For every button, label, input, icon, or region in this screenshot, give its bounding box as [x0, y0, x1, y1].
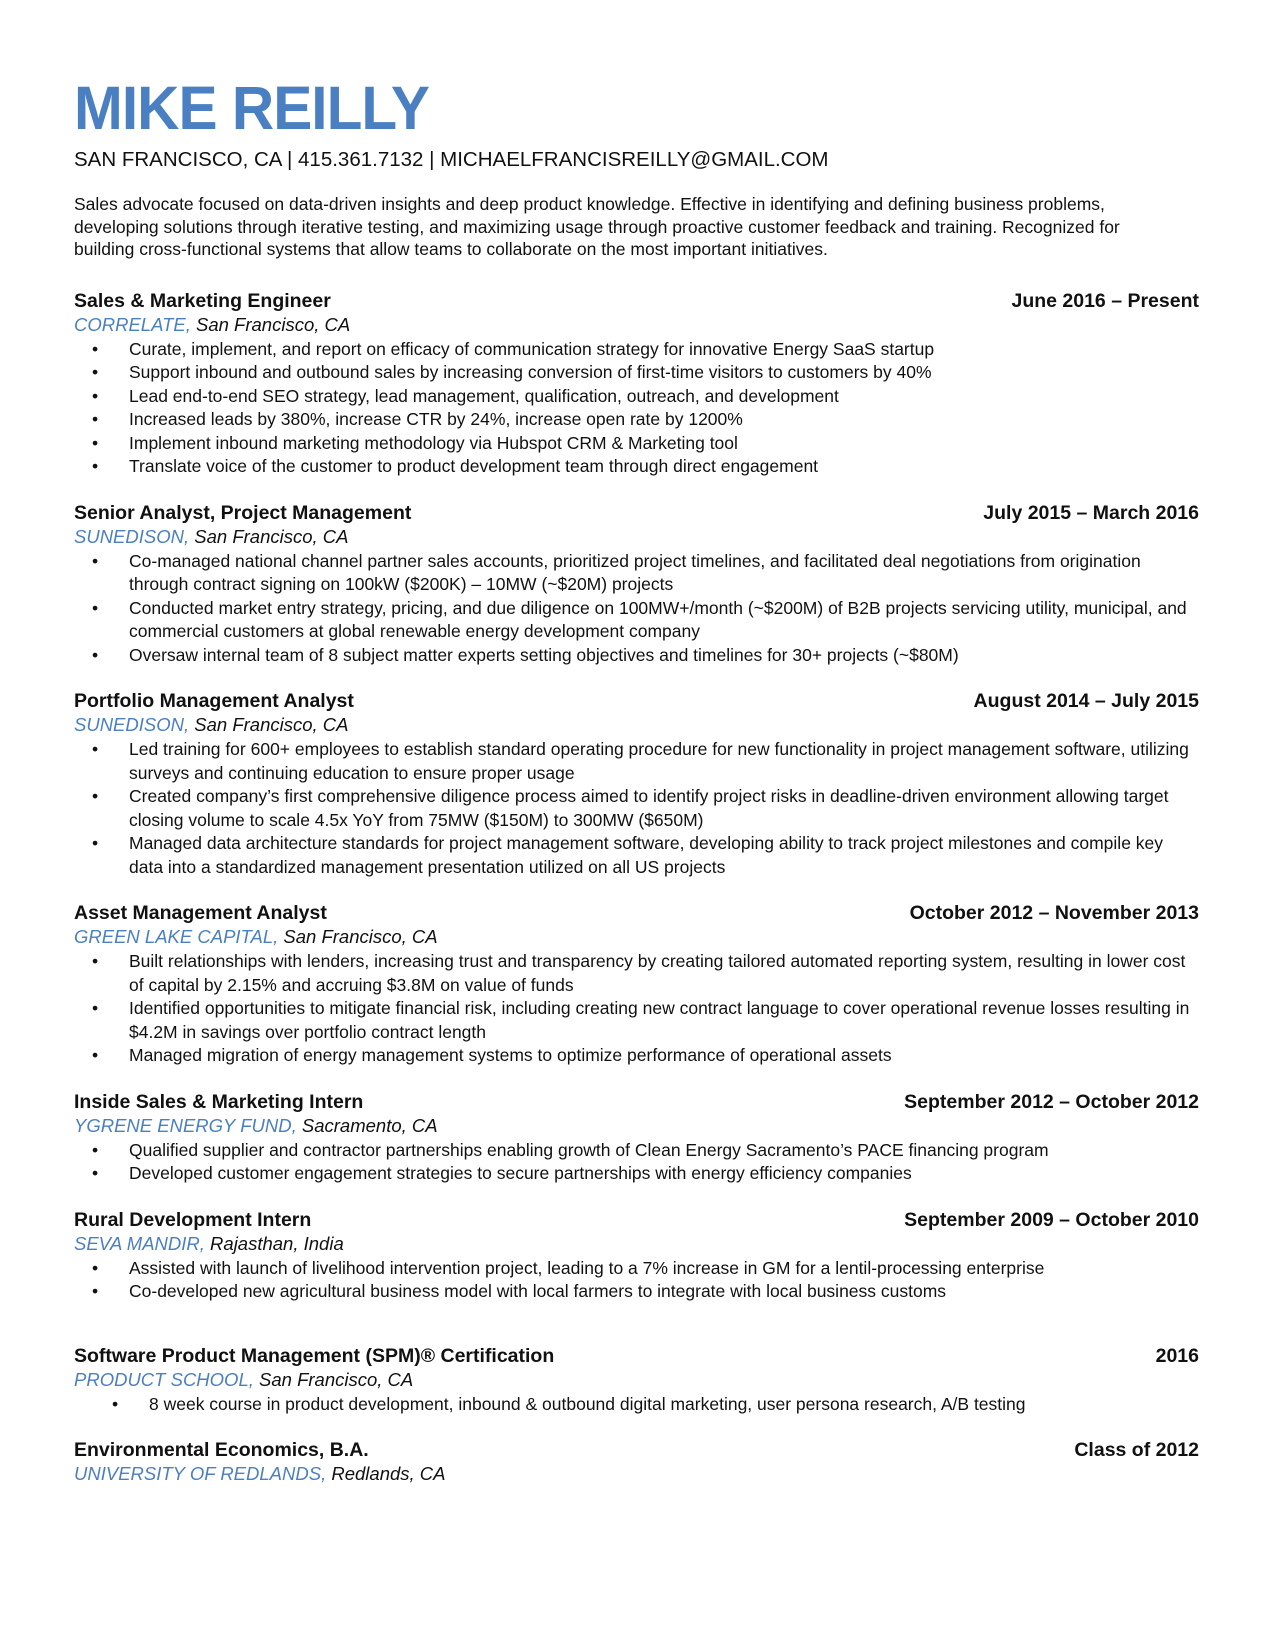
candidate-name: MIKE REILLY [74, 74, 429, 142]
organization-line [74, 1232, 1199, 1256]
job-title: Sales & Marketing Engineer [74, 289, 331, 312]
bullet-item [74, 597, 1194, 644]
organization-name: CORRELATE, [74, 313, 191, 335]
bullet-dot: • [92, 1045, 99, 1065]
bullet-list [74, 950, 1199, 1068]
organization-location: San Francisco, CA [189, 525, 349, 547]
resume-entry [74, 1208, 1199, 1304]
resume-entry [74, 1344, 1199, 1417]
bullet-item [74, 832, 1194, 879]
organization-location: Rajasthan, India [204, 1232, 344, 1254]
bullet-text: Managed migration of energy management systems to optimize performance of operational assets [129, 1045, 892, 1065]
bullet-item [74, 1044, 1194, 1068]
bullet-dot: • [92, 1257, 99, 1278]
bullet-text: Created company’s first comprehensive diligence process aimed to identify project risks in deadline-driven environment allowing target closing volume to scale 4.5x YoY from 75MW ($150M) to 300MW ($650M) [129, 786, 1169, 830]
job-title: Inside Sales & Marketing Intern [74, 1090, 364, 1113]
bullet-item [74, 1393, 1214, 1417]
bullet-text: Co-managed national channel partner sales accounts, prioritized project timelines, and facilitated deal negotiations from origination through contract signing on 100kW ($200K) – 10MW (~$20M) projects [129, 550, 1141, 594]
bullet-dot: • [112, 1393, 119, 1414]
date-range: June 2016 – Present [1011, 289, 1199, 312]
education-list [74, 1344, 1199, 1487]
organization-name: SUNEDISON, [74, 714, 190, 735]
organization-name: UNIVERSITY OF REDLANDS, [74, 1463, 327, 1484]
bullet-text: Co-developed new agricultural business model with local farmers to integrate with local business customs [129, 1281, 947, 1301]
bullet-list [74, 1257, 1199, 1304]
bullet-dot: • [92, 409, 99, 429]
bullet-text: Oversaw internal team of 8 subject matter experts setting objectives and timelines for 30+ projects (~$80M) [129, 644, 959, 665]
entry-header [74, 901, 1199, 925]
bullet-text: Support inbound and outbound sales by increasing conversion of first-time visitors to customers by 40% [129, 362, 932, 382]
entry-header [74, 1438, 1199, 1462]
bullet-text: Led training for 600+ employees to establish standard operating procedure for new functionality in project management software, utilizing surveys and continuing education to ensure proper usage [129, 739, 1189, 783]
entry-header [74, 1344, 1199, 1368]
organization-line [74, 1114, 1199, 1138]
date-range: October 2012 – November 2013 [909, 902, 1199, 924]
bullet-dot: • [92, 833, 99, 853]
bullet-list [74, 1139, 1199, 1186]
organization-name: SEVA MANDIR, [74, 1232, 205, 1254]
bullet-dot: • [92, 1281, 99, 1301]
bullet-text: Managed data architecture standards for project management software, developing ability to track project milestones and compile key data into a standardized management presentation utilized on all US projects [129, 833, 1164, 877]
bullet-item [74, 338, 1194, 362]
bullet-list [74, 550, 1199, 668]
organization-location: San Francisco, CA [253, 1368, 414, 1390]
bullet-text: Curate, implement, and report on efficacy of communication strategy for innovative Energy SaaS startup [129, 338, 935, 359]
bullet-text: 8 week course in product development, inbound & outbound digital marketing, user persona research, A/B testing [149, 1393, 1026, 1414]
bullet-text: Assisted with launch of livelihood intervention project, leading to a 7% increase in GM for a lentil-processing enterprise [129, 1257, 1045, 1278]
entry-header [74, 501, 1199, 525]
organization-line [74, 925, 1199, 949]
bullet-dot: • [92, 362, 99, 382]
organization-location: San Francisco, CA [278, 926, 438, 947]
job-title: Senior Analyst, Project Management [74, 501, 412, 524]
date-range: July 2015 – March 2016 [983, 501, 1199, 524]
bullet-dot: • [92, 1163, 99, 1183]
resume-entry [74, 289, 1199, 479]
date-range: September 2012 – October 2012 [904, 1090, 1199, 1113]
organization-location: San Francisco, CA [190, 313, 351, 335]
bullet-item [74, 950, 1194, 997]
job-title: Portfolio Management Analyst [74, 690, 354, 712]
bullet-dot: • [92, 338, 99, 359]
organization-location: San Francisco, CA [189, 714, 349, 735]
bullet-item [74, 408, 1194, 432]
date-range: 2016 [1155, 1344, 1199, 1367]
organization-location: Redlands, CA [326, 1463, 446, 1484]
date-range: Class of 2012 [1074, 1439, 1199, 1461]
job-title: Environmental Economics, B.A. [74, 1439, 369, 1461]
organization-name: GREEN LAKE CAPITAL, [74, 926, 279, 947]
experience-list [74, 289, 1199, 1304]
resume-page [74, 74, 1199, 1486]
bullet-item [74, 1139, 1194, 1163]
organization-line [74, 713, 1199, 737]
bullet-list [74, 1393, 1199, 1417]
bullet-dot: • [92, 1139, 99, 1160]
entry-header [74, 1208, 1199, 1232]
contact-line: SAN FRANCISCO, CA | 415.361.7132 | MICHAELFRANCISREILLY@GMAIL.COM [74, 148, 829, 171]
bullet-list [74, 738, 1199, 879]
bullet-item [74, 385, 1194, 409]
bullet-dot: • [92, 739, 99, 759]
bullet-dot: • [92, 644, 99, 665]
organization-name: YGRENE ENERGY FUND, [74, 1114, 297, 1136]
bullet-item [74, 432, 1194, 456]
organization-line [74, 313, 1199, 337]
bullet-text: Built relationships with lenders, increasing trust and transparency by creating tailored automated reporting system, resulting in lower cost of capital by 2.15% and accruing $3.8M on value of funds [129, 951, 1186, 995]
organization-location: Sacramento, CA [296, 1114, 438, 1136]
bullet-text: Increased leads by 380%, increase CTR by 24%, increase open rate by 1200% [129, 409, 743, 429]
organization-line [74, 525, 1199, 549]
bullet-dot: • [92, 998, 99, 1018]
bullet-item [74, 997, 1194, 1044]
date-range: August 2014 – July 2015 [973, 690, 1199, 712]
bullet-item [74, 1257, 1194, 1281]
bullet-item [74, 1162, 1194, 1186]
resume-entry [74, 689, 1199, 879]
entry-header [74, 689, 1199, 713]
bullet-text: Identified opportunities to mitigate financial risk, including creating new contract language to cover operational revenue losses resulting in $4.2M in savings over portfolio contract length [129, 998, 1190, 1042]
bullet-item [74, 738, 1194, 785]
bullet-text: Developed customer engagement strategies to secure partnerships with energy efficiency companies [129, 1163, 912, 1183]
job-title: Asset Management Analyst [74, 902, 327, 924]
organization-name: SUNEDISON, [74, 525, 190, 547]
bullet-dot: • [92, 597, 99, 618]
bullet-item [74, 1280, 1194, 1304]
bullet-item [74, 785, 1194, 832]
resume-entry [74, 1090, 1199, 1186]
bullet-text: Translate voice of the customer to product development team through direct engagement [129, 456, 819, 476]
bullet-dot: • [92, 951, 99, 971]
organization-line [74, 1368, 1199, 1392]
summary-paragraph: Sales advocate focused on data-driven insights and deep product knowledge. Effective in identifying and defining business problems, developing solutions through iterative testing, and maximizing usage through proactive customer feedback and training. Recognized for building cross-functional systems that allow teams to collaborate on the most important initiatives. [74, 194, 1120, 259]
job-title: Software Product Management (SPM)® Certification [74, 1344, 555, 1367]
bullet-dot: • [92, 456, 99, 476]
bullet-item [74, 550, 1194, 597]
job-title: Rural Development Intern [74, 1208, 312, 1231]
entry-header [74, 1090, 1199, 1114]
bullet-dot: • [92, 550, 99, 571]
bullet-item [74, 361, 1194, 385]
date-range: September 2009 – October 2010 [904, 1208, 1199, 1231]
organization-name: PRODUCT SCHOOL, [74, 1368, 254, 1390]
bullet-text: Implement inbound marketing methodology via Hubspot CRM & Marketing tool [129, 432, 738, 453]
bullet-text: Lead end-to-end SEO strategy, lead management, qualification, outreach, and development [129, 385, 839, 406]
bullet-dot: • [92, 786, 99, 806]
bullet-item [74, 644, 1194, 668]
resume-entry [74, 1438, 1199, 1486]
bullet-dot: • [92, 385, 99, 406]
bullet-text: Qualified supplier and contractor partnerships enabling growth of Clean Energy Sacramento’s PACE financing program [129, 1139, 1049, 1160]
organization-line [74, 1462, 1199, 1486]
bullet-list [74, 338, 1199, 479]
resume-entry [74, 901, 1199, 1068]
entry-header [74, 289, 1199, 313]
bullet-dot: • [92, 432, 99, 453]
bullet-item [74, 455, 1194, 479]
resume-entry [74, 501, 1199, 668]
bullet-text: Conducted market entry strategy, pricing, and due diligence on 100MW+/month (~$200M) of B2B projects servicing utility, municipal, and commercial customers at global renewable energy development company [129, 597, 1187, 641]
